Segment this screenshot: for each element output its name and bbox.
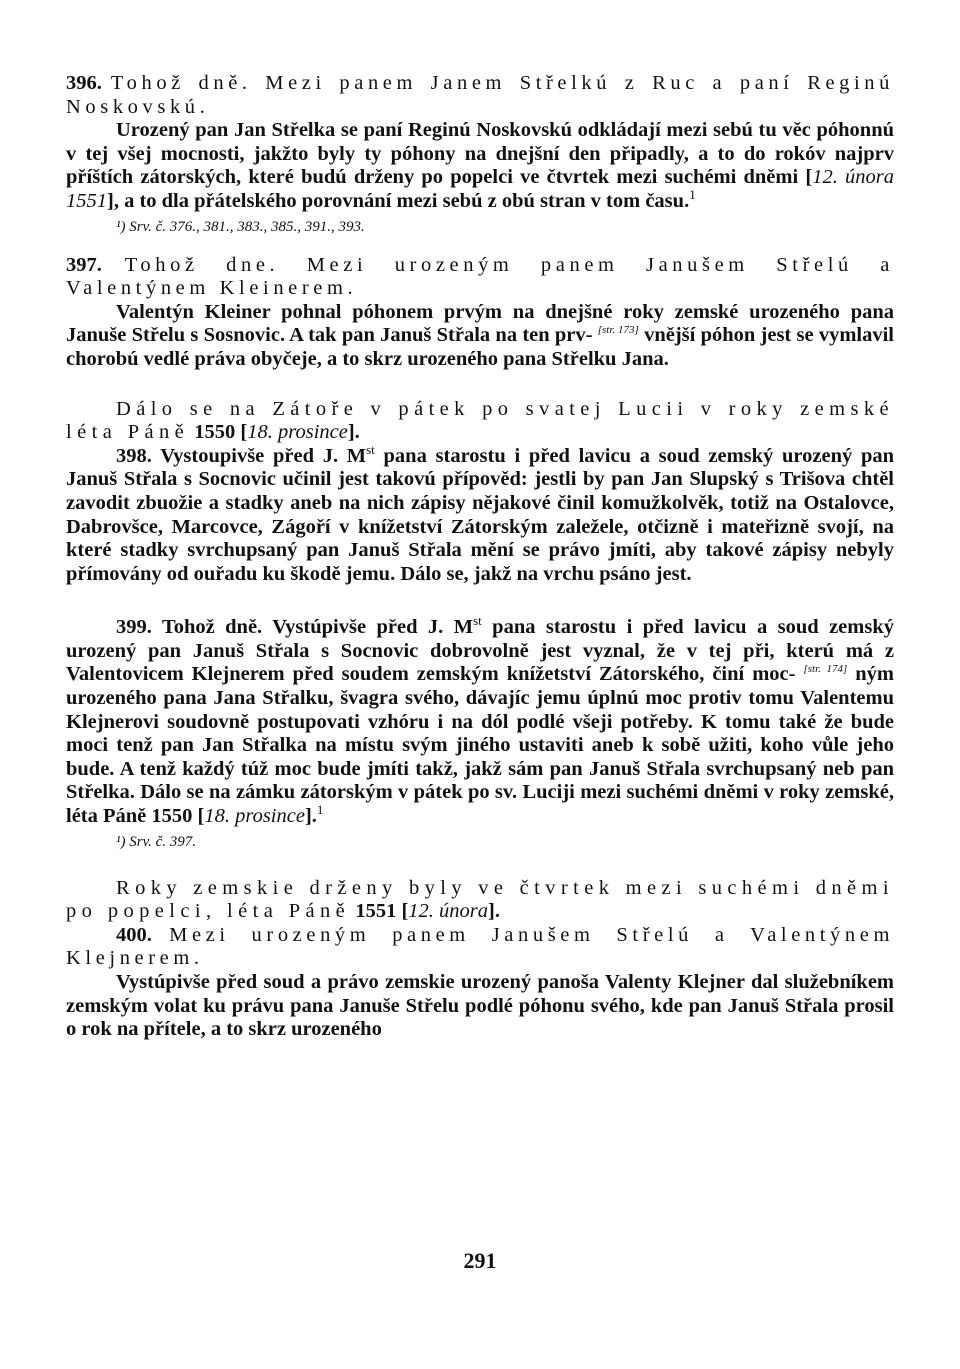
superscript: st [473, 613, 482, 629]
session-text: Dálo se na Zátoře v pátek po svatej Lucii v roky zemské léta Páně [66, 397, 894, 444]
entry-number: 398. [116, 444, 152, 467]
page-marker: [str. 174] [803, 663, 848, 676]
entry-396-body [66, 119, 894, 213]
footnote-mark: 1 [316, 802, 324, 818]
entry-399-footnote: ¹) Srv. č. 397. [116, 833, 197, 850]
body-text: Vystoupivše před J. M [160, 444, 367, 467]
entry-title: Tohož dně. Mezi panem Janem Střelkú z Ruc a paní Reginú Noskovskú. [66, 72, 895, 118]
body-text: Valentýn Kleiner pohnal póhonem prvým na dnejšné roky zemské urozeného pana Januše Střelu s Sosnovic. A tak pan Januš Střala na ten prv- [66, 300, 894, 347]
superscript: st [366, 441, 375, 457]
date-italic: 12. února 1551 [66, 166, 894, 212]
session-tail: ]. [488, 900, 500, 923]
session-year: 1550 [ [194, 421, 248, 444]
session-heading-2 [66, 877, 894, 924]
entry-398-body [66, 441, 894, 587]
entry-396-footnote: ¹) Srv. č. 376., 381., 383., 385., 391., 393. [116, 218, 365, 235]
page-number: 291 [463, 1248, 497, 1273]
entry-399-body [66, 613, 894, 828]
entry-400-body: Vystúpivše před soud a právo zemskie urozený panoša Valenty Klejner dal služebníkem zemským volat ku právu pana Januše Střelu podlé póhonu svého, kde pan Januš Střala prosil o rok na přítele, a to skrz urozeného [66, 971, 894, 1041]
body-text: pana starostu i před lavicu a soud zemský urozený pan Januš Střala s Socnovic dobrovolně jest vyznal, že v tej při, kterú má z Valentovicem Klejnerem před soudem zemským knížetství Zátorského, činí moc- [66, 616, 894, 686]
session-year: 1551 [ [355, 900, 409, 923]
date-italic: 18. prosince [247, 421, 348, 444]
entry-396-heading [66, 72, 894, 119]
date-italic: 12. února [408, 900, 488, 923]
entry-397-heading [66, 254, 894, 301]
date-italic: 18. prosince [204, 805, 305, 828]
body-text: ným urozeného pana Jana Střalku, švagra svého, dávajíc jemu úplnú moc protiv tomu Valentemu Klejnerovi soudovně postupovati vzhóru i na dól podlé všeji potřeby. K tomu také že bude moci tenž pan Jan Střalka na místu svým jiného ustaviti aneb k sobě užiti, koho vůle jeho bude. A tenž každý túž moc bude jmíti takž, jakž sám pan Januš Střala svrchupsaný neb pan Střelka. Dálo se na zámku zátorským v pátek po sv. Luciji mezi suchémi dněmi v roky zemské, léta Páně 1550 [ [66, 663, 894, 828]
body-text: Urozený pan Jan Střelka se paní Reginú Noskovskú odkládají mezi sebú tu věc póhonnú v tej všej mocnosti, jakžto byly ty póhony na dnejšní den připadly, a to do rokóv najprv příštích zátorských, které budú drženy po popelci ve čtvrtek mezi suchémi dněmi [ [66, 119, 894, 189]
entry-number: 396. [66, 72, 102, 94]
footnote-mark: 1 [689, 187, 696, 203]
entry-400-heading [66, 924, 894, 971]
session-heading-1 [66, 398, 894, 445]
session-text: Roky zemskie drženy byly ve čtvrtek mezi suchémi dněmi po popelci, léta Páně [66, 876, 894, 923]
body-text: Tohož dně. Vystúpivše před J. M [161, 616, 474, 639]
entry-number: 399. [116, 616, 152, 639]
entry-title: Tohož dne. Mezi urozeným panem Janušem Střelú a Valentýnem Kleinerem. [66, 253, 894, 300]
session-tail: ]. [347, 421, 360, 444]
body-text: pana starostu i před lavicu a soud zemský urozený pan Januš Střala s Socnovic učinil jest takovú přípověd: jestli by pan Jan Slupský s Trišova chtěl zavodit zbuožie a stadky aneb na nich zápisy nějakové činil komužkolvěk, totiž na Ostalovce, Dabrovšce, Marcovce, Zágoří v knížetství Zátorským zaležele, otčizně i mateřizně svojí, na které stadky svrchupsaný pan Januš Střala mění se právo jmíti, aby takové zápisy nebyly přímovány od ouřadu ku škodě jemu. Dálo se, jakž na vrchu psáno jest. [66, 444, 894, 585]
body-text: ]. [304, 805, 317, 828]
body-text: vnější póhon jest se vymlavil chorobú vedlé práva obyčeje, a to skrz urozeného pana Střelku Jana. [66, 324, 894, 370]
entry-397-body [66, 301, 894, 372]
body-text: ], a to dla přátelského porovnání mezi sebú z obú stran v tom času. [107, 189, 690, 212]
document-page [66, 72, 894, 1042]
entry-number: 397. [66, 253, 102, 276]
page-marker: [str. 173] [597, 324, 639, 337]
entry-title: Mezi urozeným panem Janušem Střelú a Valentýnem Klejnerem. [66, 923, 894, 970]
entry-number: 400. [116, 923, 152, 946]
